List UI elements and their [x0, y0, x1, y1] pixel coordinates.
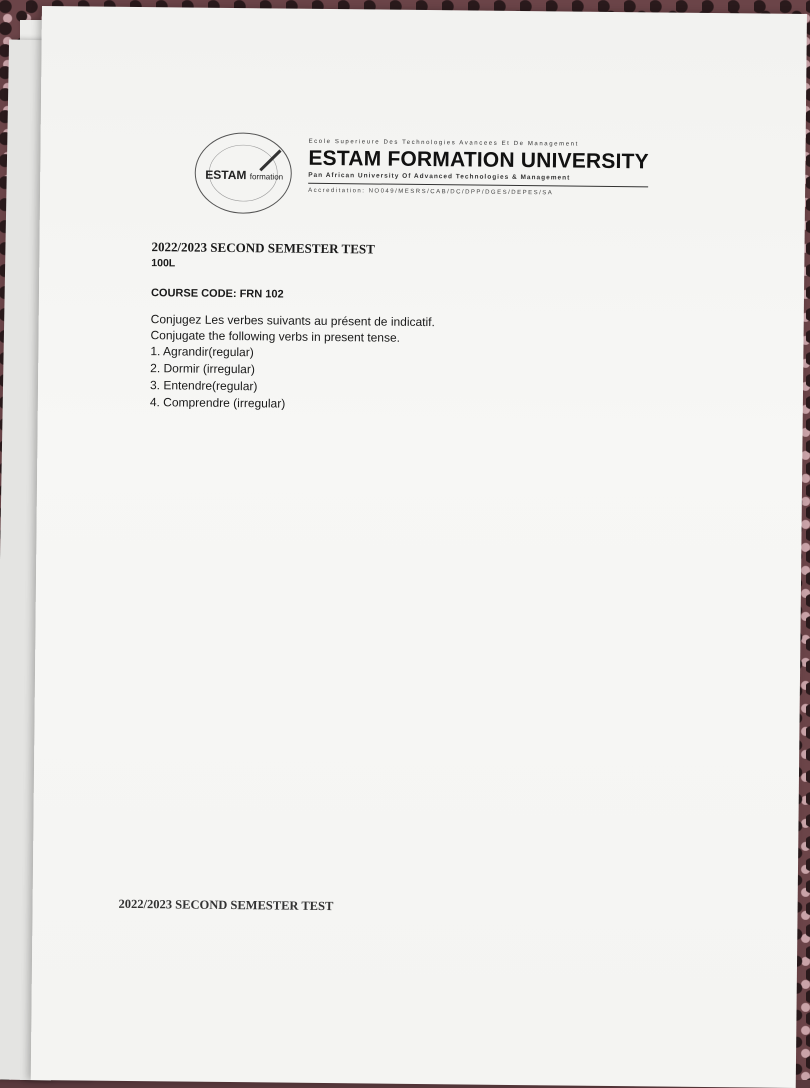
- course-code: COURSE CODE: FRN 102: [150, 287, 284, 301]
- level: 100L: [151, 257, 176, 270]
- accreditation: Accreditation: NO049/MESRS/CAB/DC/DPP/DGES/DEPES/SA: [308, 187, 554, 197]
- instruction-french: Conjugez Les verbes suivants au présent de indicatif.: [150, 312, 435, 330]
- exam-page: [31, 6, 807, 1088]
- exam-content: [150, 239, 652, 416]
- letterhead: [188, 128, 689, 243]
- logo-wordmark: [194, 168, 294, 183]
- university-top-line: Ecole Superieure Des Technologies Avancees Et De Management: [308, 138, 579, 148]
- list-item: 3. Entendre(regular): [149, 378, 258, 394]
- university-subtitle: Pan African University Of Advanced Technologies & Management: [308, 171, 571, 182]
- list-item: 2. Dormir (irregular): [150, 361, 255, 377]
- university-block: [308, 139, 689, 198]
- university-name: ESTAM FORMATION UNIVERSITY: [308, 146, 649, 174]
- list-item: 4. Comprendre (irregular): [149, 395, 286, 411]
- test-title: 2022/2023 SECOND SEMESTER TEST: [151, 239, 375, 257]
- logo-suffix: formation: [249, 172, 284, 182]
- logo-name: ESTAM: [205, 167, 247, 183]
- instructions: [150, 311, 650, 348]
- estam-logo: [188, 128, 299, 219]
- list-item: 1. Agrandir(regular): [150, 344, 254, 360]
- page-footer: 2022/2023 SECOND SEMESTER TEST: [118, 896, 334, 914]
- divider: [308, 183, 648, 188]
- instruction-english: Conjugate the following verbs in present tense.: [150, 328, 401, 345]
- question-list: [150, 343, 651, 416]
